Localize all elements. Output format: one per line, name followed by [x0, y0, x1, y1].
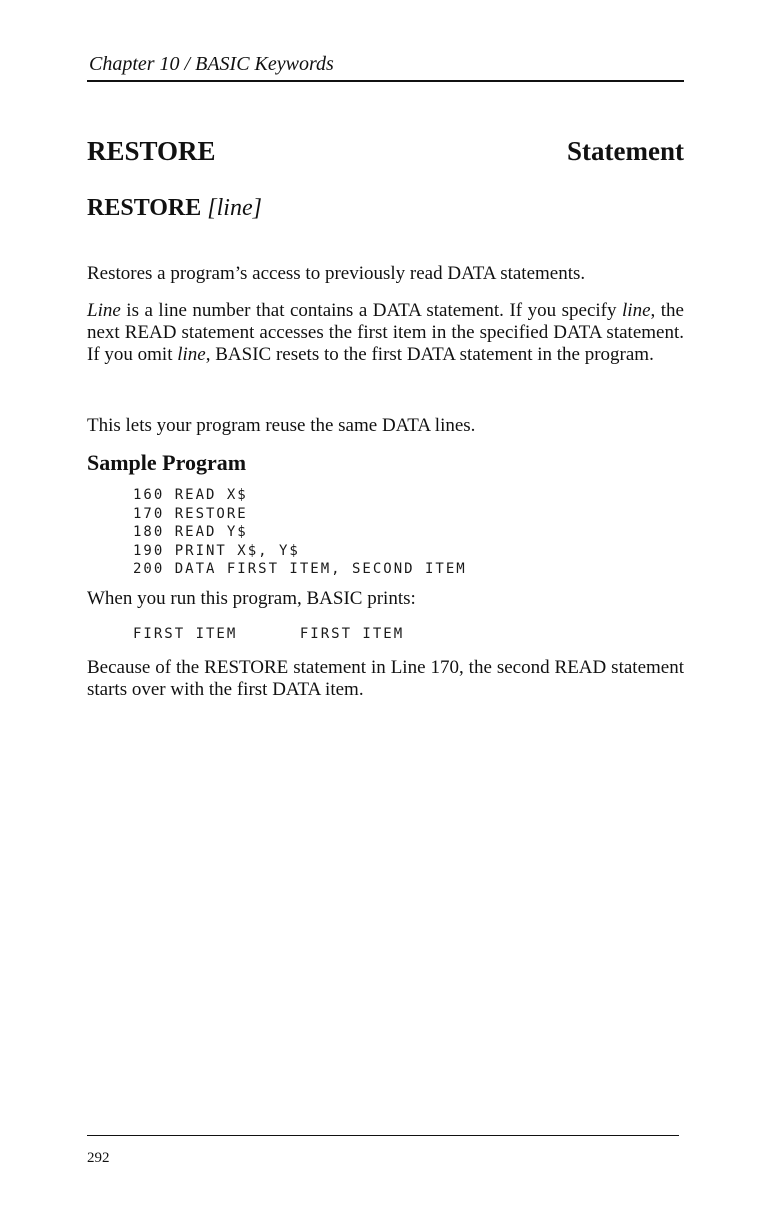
entry-keyword: RESTORE [87, 136, 216, 166]
code-line: 190 PRINT X$, Y$ [133, 542, 300, 559]
footer-rule [87, 1135, 679, 1136]
syntax-argument: [line] [207, 195, 262, 221]
book-page [87, 0, 684, 1209]
param-term: line [622, 300, 651, 321]
description-paragraph: Restores a program’s access to previously read DATA statements. [87, 263, 586, 284]
code-line: 180 READ Y$ [133, 524, 248, 540]
syntax-line [87, 193, 262, 223]
explanation-paragraph: Because of the RESTORE statement in Line 170, the second READ statement starts over with the first DATA item. [87, 657, 684, 700]
entry-kind: Statement [567, 136, 684, 166]
param-text: is a line number that contains a DATA statement. If you specify [120, 300, 623, 321]
code-line: 170 RESTORE [133, 505, 248, 522]
sample-program-heading: Sample Program [87, 450, 247, 475]
running-head: Chapter 10 / BASIC Keywords [89, 53, 334, 75]
usage-paragraph: This lets your program reuse the same DATA lines. [87, 415, 476, 436]
output-intro-paragraph: When you run this program, BASIC prints: [87, 588, 416, 609]
param-term: line [177, 344, 206, 365]
param-text: , the next READ statement accesses the first item in the specified DATA statement. If you omit [87, 300, 684, 365]
sample-program-listing [133, 486, 467, 579]
code-line: 200 DATA FIRST ITEM, SECOND ITEM [133, 561, 467, 577]
parameter-paragraph [87, 300, 684, 366]
header-rule [87, 80, 684, 82]
param-text: , BASIC resets to the first DATA statement in the program. [205, 344, 654, 365]
entry-title-row [87, 134, 684, 168]
syntax-keyword: RESTORE [87, 195, 202, 221]
code-line: 160 READ X$ [133, 487, 248, 503]
program-output: FIRST ITEM FIRST ITEM [133, 626, 405, 642]
param-term: Line [87, 300, 121, 321]
page-number: 292 [87, 1150, 110, 1166]
